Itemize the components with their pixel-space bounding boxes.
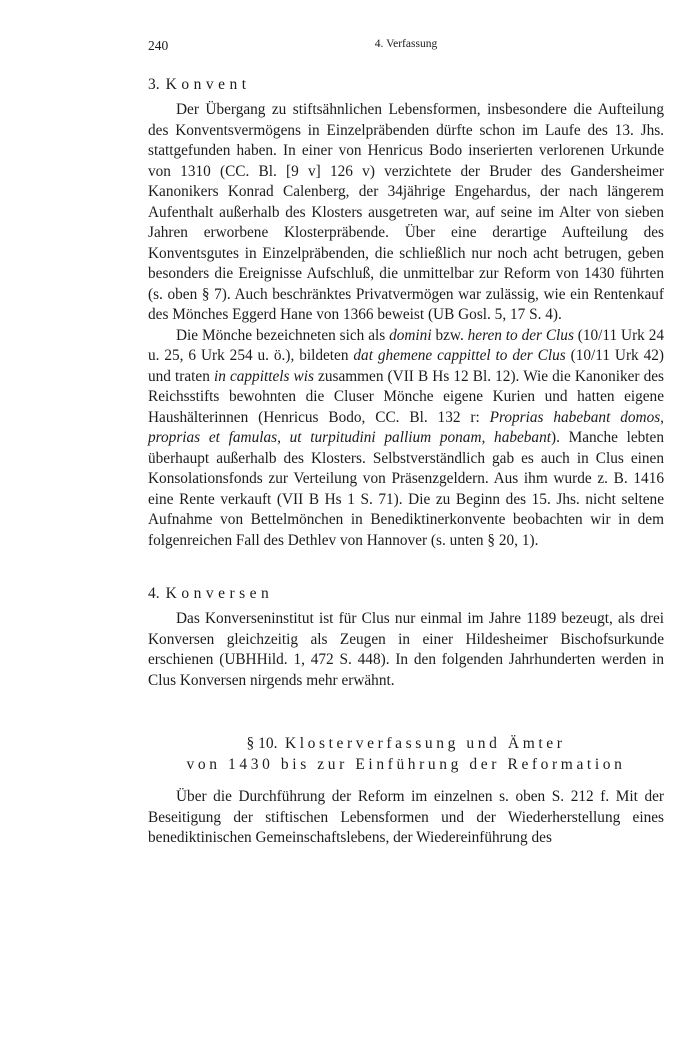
section-number: 4. — [148, 585, 160, 602]
chapter-heading-line-1 — [148, 733, 664, 754]
section-number: 3. — [148, 76, 160, 93]
section-title: Konvent — [165, 76, 251, 93]
book-page — [148, 38, 664, 849]
italic-term: dat ghemene cappittel to der Clus — [353, 347, 566, 364]
chapter-title-line-1: Klosterverfassung und Ämter — [284, 735, 566, 752]
page-number: 240 — [148, 38, 169, 53]
paragraph-konversen: Das Konverseninstitut ist für Clus nur einmal im Jahre 1189 bezeugt, als drei Konversen gleichzeitig als Zeugen in einer Hildesheimer Bischofsurkunde erschienen (UBHHild. 1, 472 S. 448). In den folgenden Jahrhunderten werden in Clus Konversen nirgends mehr erwähnt. — [148, 610, 664, 689]
paragraph-chapter-intro: Über die Durchführung der Reform im einzelnen s. oben S. 212 f. Mit der Beseitigung der stiftischen Lebensformen und der Wiederherstellung eines benediktinischen Gemeinschaftslebens, der Wiedereinführung des — [148, 788, 664, 846]
chapter-symbol: § 10. — [246, 735, 278, 752]
paragraph-konvent-2 — [148, 326, 664, 552]
running-head — [148, 38, 664, 64]
italic-term: domini — [389, 326, 432, 344]
section-heading-konvent — [148, 74, 664, 96]
italic-term: in cappittels wis — [213, 367, 314, 385]
running-title: 4. Verfassung — [374, 38, 438, 50]
chapter-heading — [148, 733, 664, 775]
italic-quotation: Proprias habebant domos, proprias et famulas, ut turpitudini pallium ponam, habebant — [148, 408, 664, 446]
section-title: Konversen — [165, 585, 274, 602]
section-heading-konversen — [148, 583, 664, 605]
text-run: bzw. — [431, 326, 468, 344]
text-run: (10/11 Urk 24 u. 25, 6 Urk 254 u. ö.), bildeten — [148, 326, 664, 364]
text-run: ). Manche lebten überhaupt außerhalb des Klosters. Selbstverständlich gab es auch in Clus einen Konsolationsfonds zur Verteilung von Präsenzgeldern. Aus ihm wurde z. B. 1416 eine Rente verkauft (VII B Hs 1 S. 71). Die zu Beginn des 15. Jhs. nicht seltene Aufnahme von Bettelmönchen in Benediktinerkonvente beobachten wir in dem folgenreichen Fall des Dethlev von Hannover (s. unten § 20, 1). — [148, 429, 664, 549]
chapter-title-line-2: von 1430 bis zur Einführung der Reformation — [186, 756, 626, 773]
text-run: zusammen (VII B Hs 12 Bl. 12). Wie die Kanoniker des Reichsstifts bewohnten die Cluser Mönche eigene Kurien und hatten eigene Haushälterinnen (Henricus Bodo, CC. Bl. 132 r: — [148, 367, 664, 426]
italic-term: heren to der Clus — [467, 326, 574, 344]
text-run: (10/11 Urk 42) und traten — [148, 347, 664, 385]
paragraph-konvent-1: Der Übergang zu stiftsähnlichen Lebensformen, insbesondere die Aufteilung des Konventsvermögens in Einzelpräbenden dürfte schon im Laufe des 13. Jhs. stattgefunden haben. In einer von Henricus Bodo inserierten verlorenen Urkunde von 1310 (CC. Bl. [9 v] 126 v) verzichtete der Bruder des Gandersheimer Kanonikers Konrad Calenberg, der 34jährige Engehardus, der nach längerem Aufenthalt außerhalb des Klosters ausgetreten war, auf seine im Alter von sieben Jahren erworbene Klosterpräbende. Über eine derartige Aufteilung des Konventsgutes in Einzelpräbenden, die schließlich nur noch acht betrugen, geben besonders die Ereignisse Aufschluß, die unmittelbar zur Reform von 1430 führten (s. oben § 7). Auch beschränktes Privatvermögen war zulässig, wie ein Rentenkauf des Mönches Eggerd Hane von 1366 beweist (UB Gosl. 5, 17 S. 4). — [148, 101, 664, 323]
section-gap — [148, 551, 664, 573]
text-run: Die Mönche bezeichneten sich als — [176, 326, 390, 344]
